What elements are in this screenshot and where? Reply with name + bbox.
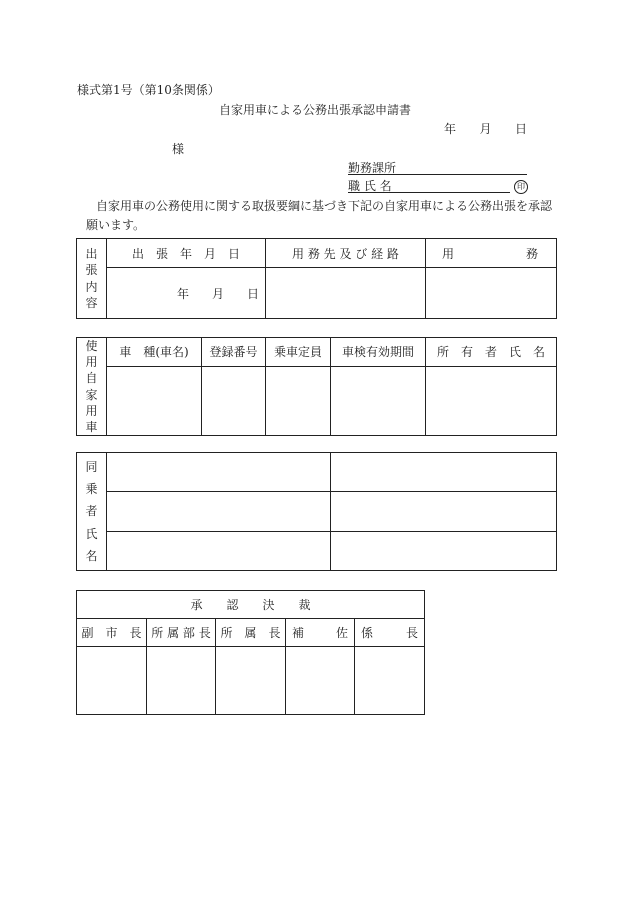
owner-name-cell[interactable] (426, 366, 557, 436)
name-field (348, 180, 510, 193)
subsection-chief-stamp-cell[interactable] (355, 647, 425, 715)
form-number: 様式第1号（第10条関係） (77, 83, 220, 97)
passenger-table (76, 452, 557, 571)
trip-route-cell[interactable] (266, 268, 426, 319)
body-text-line1: 自家用車の公務使用に関する取扱要綱に基づき下記の自家用車による公務出張を承認 (96, 199, 553, 213)
inspection-period-cell[interactable] (331, 366, 426, 436)
workplace-field (348, 162, 527, 175)
passenger-cell[interactable] (331, 453, 557, 492)
date-year-label: 年 (444, 122, 457, 136)
date-day-label: 日 (514, 122, 527, 136)
passenger-cell[interactable] (107, 492, 331, 532)
deputy-mayor-header: 副 市 長 (77, 619, 147, 647)
section-chief-header: 所 属 長 (216, 619, 286, 647)
car-table (76, 337, 557, 436)
car-model-cell[interactable] (107, 366, 202, 436)
trip-side-label: 出 張 内 容 (77, 239, 107, 319)
department-director-header: 所 属 部 長 (147, 619, 216, 647)
passenger-side-label: 同 乗 者 氏 名 (77, 453, 107, 571)
submission-date (444, 123, 527, 135)
seal-mark: 印 (514, 180, 528, 194)
department-director-stamp-cell[interactable] (147, 647, 216, 715)
trip-purpose-cell[interactable] (426, 268, 557, 319)
addressee-suffix: 様 (172, 142, 185, 156)
deputy-mayor-stamp-cell[interactable] (77, 647, 147, 715)
trip-purpose-header: 用 務 (426, 239, 557, 268)
passenger-cell[interactable] (331, 492, 557, 532)
trip-date-cell[interactable]: 年 月 日 (107, 268, 266, 319)
owner-name-header: 所 有 者 氏 名 (426, 338, 557, 367)
workplace-label: 勤務課所 (348, 161, 397, 175)
passenger-cell[interactable] (107, 532, 331, 571)
capacity-cell[interactable] (266, 366, 331, 436)
name-label: 職 氏 名 (348, 179, 392, 193)
approval-title: 承 認 決 裁 (77, 591, 425, 619)
subsection-chief-header: 係 長 (355, 619, 425, 647)
car-model-header: 車 種(車名) (107, 338, 202, 367)
section-chief-stamp-cell[interactable] (216, 647, 286, 715)
approval-table (76, 590, 425, 715)
registration-number-cell[interactable] (202, 366, 266, 436)
trip-table (76, 238, 557, 319)
inspection-period-header: 車検有効期間 (331, 338, 426, 367)
capacity-header: 乗車定員 (266, 338, 331, 367)
assistant-stamp-cell[interactable] (286, 647, 355, 715)
date-month-label: 月 (479, 122, 492, 136)
passenger-cell[interactable] (107, 453, 331, 492)
trip-route-header: 用 務 先 及 び 経 路 (266, 239, 426, 268)
page-title: 自家用車による公務出張承認申請書 (219, 103, 412, 117)
registration-number-header: 登録番号 (202, 338, 266, 367)
assistant-header: 補 佐 (286, 619, 355, 647)
passenger-cell[interactable] (331, 532, 557, 571)
trip-date-header: 出 張 年 月 日 (107, 239, 266, 268)
body-text-line2: 願います。 (86, 218, 146, 232)
car-side-label: 使 用 自 家 用 車 (77, 338, 107, 436)
